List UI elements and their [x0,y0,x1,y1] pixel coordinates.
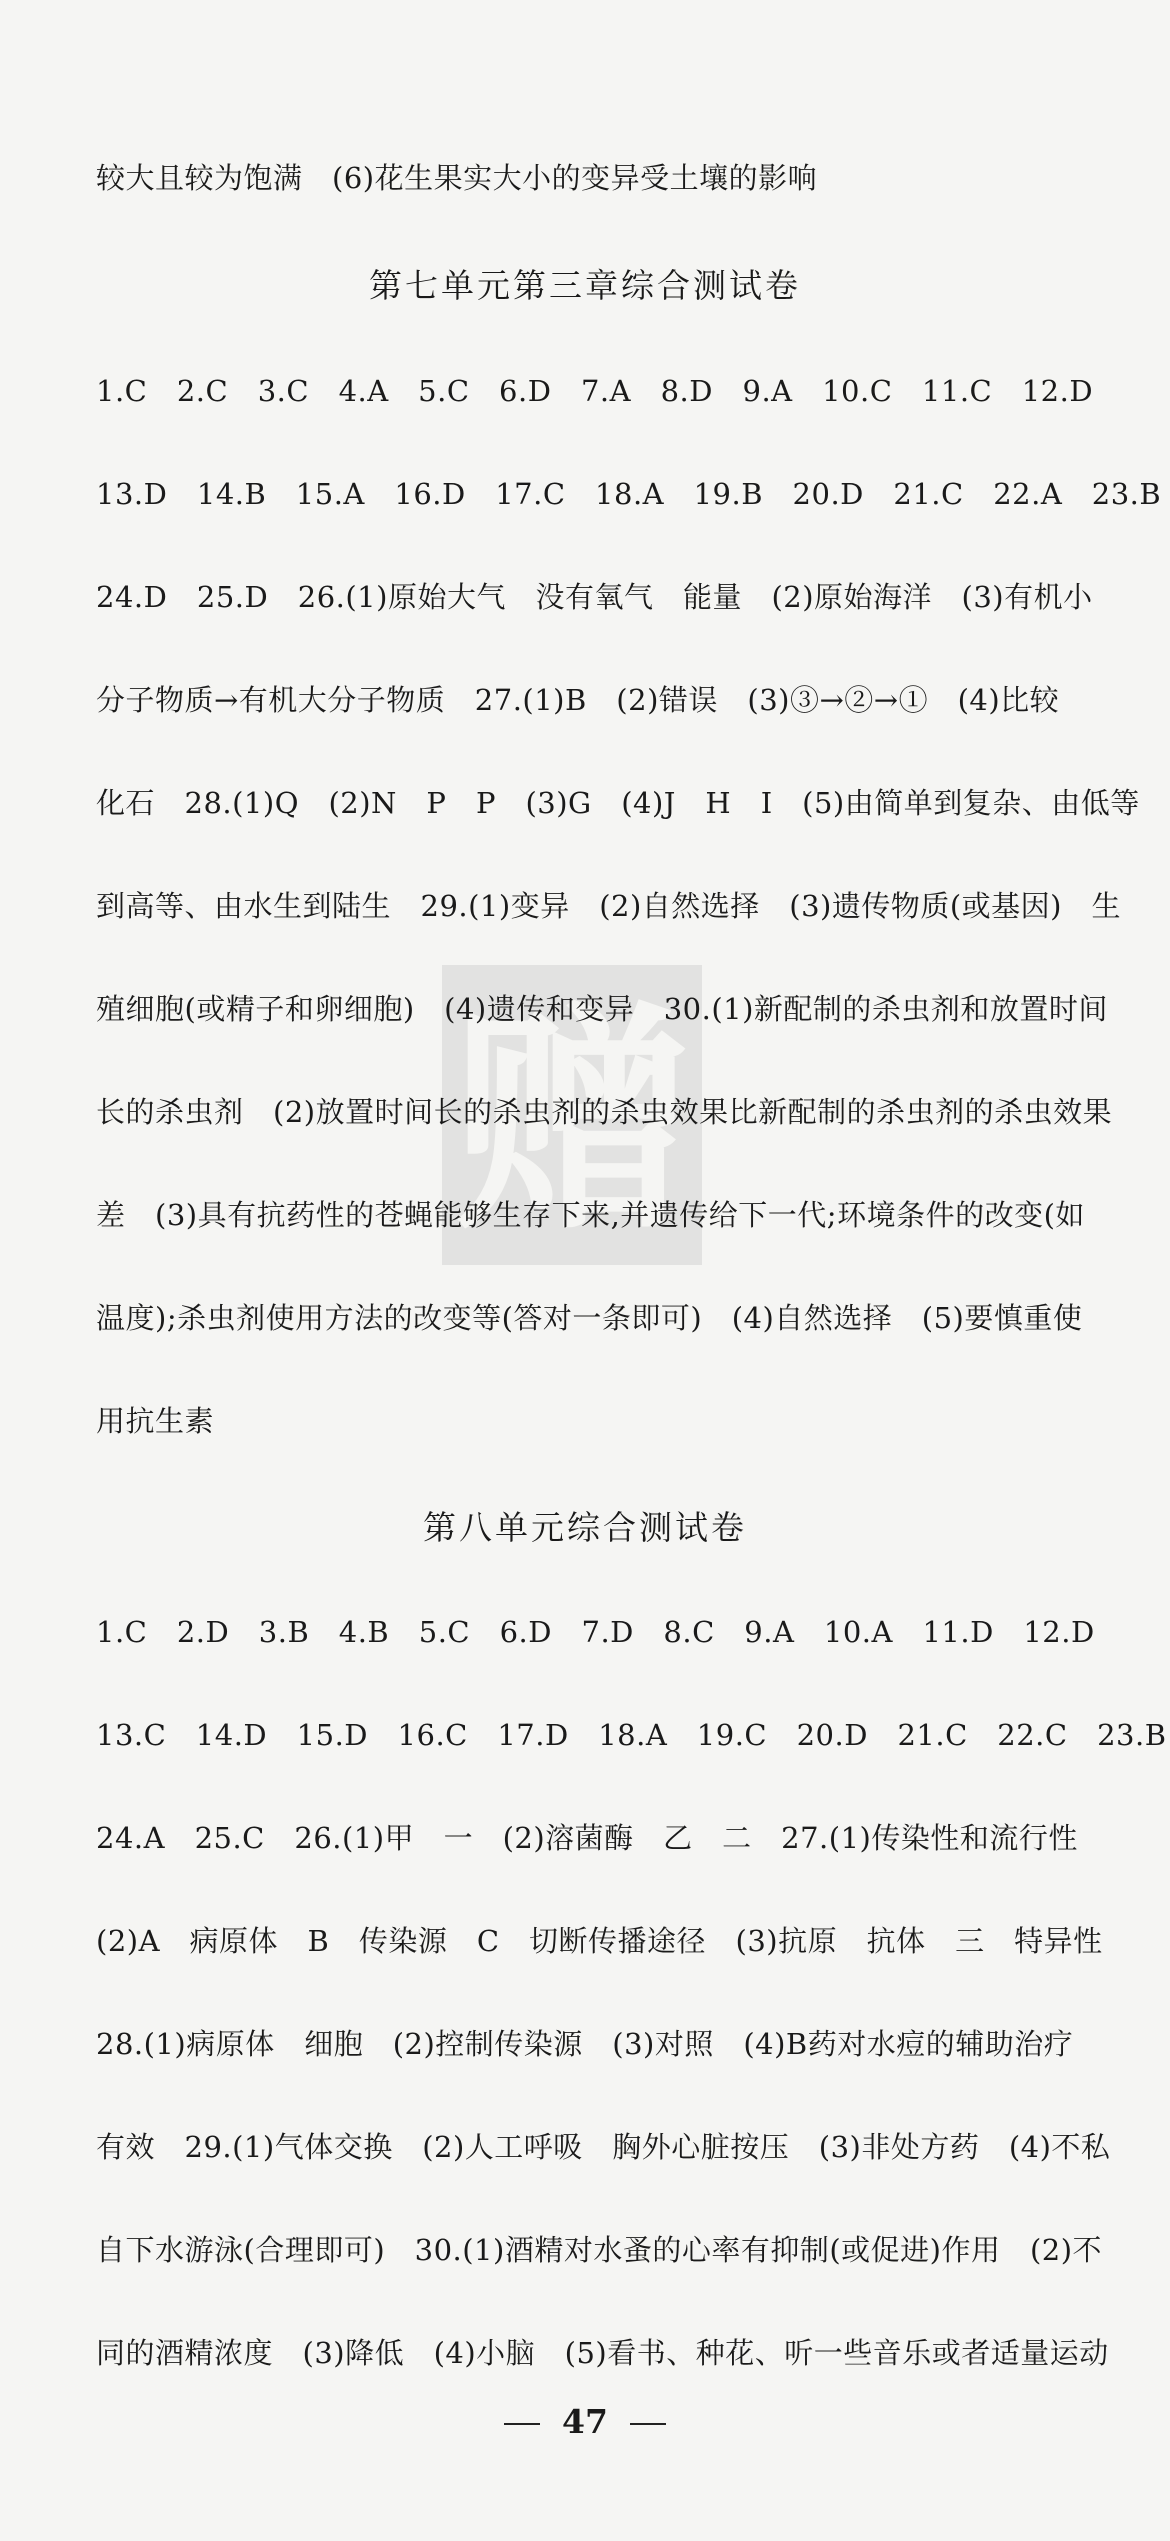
section-title-unit8: 第八单元综合测试卷 [423,1508,747,1547]
answer-line: 1.C 2.D 3.B 4.B 5.C 6.D 7.D 8.C 9.A 10.A 11.D 12.D [96,1615,1095,1649]
answer-line: 13.D 14.B 15.A 16.D 17.C 18.A 19.B 20.D 21.C 22.A 23.B [96,477,1162,511]
answer-line: 24.D 25.D 26.(1)原始大气 没有氧气 能量 (2)原始海洋 (3)有机小 [96,580,1093,614]
answer-line: 1.C 2.C 3.C 4.A 5.C 6.D 7.A 8.D 9.A 10.C 11.C 12.D [96,374,1094,408]
answer-line: 同的酒精浓度 (3)降低 (4)小脑 (5)看书、种花、听一些音乐或者适量运动 [96,2336,1109,2370]
answer-line: 分子物质→有机大分子物质 27.(1)B (2)错误 (3)③→②→① (4)比较 [96,683,1060,717]
answer-line: 殖细胞(或精子和卵细胞) (4)遗传和变异 30.(1)新配制的杀虫剂和放置时间 [96,992,1108,1026]
intro-line: 较大且较为饱满 (6)花生果实大小的变异受土壤的影响 [96,161,818,195]
svg-text:赠: 赠 [451,982,693,1262]
answer-line: 化石 28.(1)Q (2)N P P (3)G (4)J H I (5)由简单到复杂、由低等 [96,786,1140,820]
answer-line: 到高等、由水生到陆生 29.(1)变异 (2)自然选择 (3)遗传物质(或基因) 生 [96,889,1121,923]
dash-left [504,2423,540,2425]
answer-line: 有效 29.(1)气体交换 (2)人工呼吸 胸外心脏按压 (3)非处方药 (4)不私 [96,2130,1111,2164]
answer-line: 13.C 14.D 15.D 16.C 17.D 18.A 19.C 20.D 21.C 22.C 23.B [96,1718,1167,1752]
answer-line: (2)A 病原体 B 传染源 C 切断传播途径 (3)抗原 抗体 三 特异性 [96,1924,1103,1958]
page-number [0,2400,1170,2444]
section-title-unit7-ch3: 第七单元第三章综合测试卷 [369,266,801,305]
answer-line: 温度);杀虫剂使用方法的改变等(答对一条即可) (4)自然选择 (5)要慎重使 [96,1301,1083,1335]
answer-line: 用抗生素 [96,1404,215,1438]
answer-line: 差 (3)具有抗药性的苍蝇能够生存下来,并遗传给下一代;环境条件的改变(如 [96,1198,1085,1232]
answer-line: 24.A 25.C 26.(1)甲 一 (2)溶菌酶 乙 二 27.(1)传染性和流行性 [96,1821,1078,1855]
dash-right [630,2423,666,2425]
answer-line: 自下水游泳(合理即可) 30.(1)酒精对水蚤的心率有抑制(或促进)作用 (2)不 [96,2233,1103,2267]
page-number-value: 47 [562,2402,608,2441]
answer-line: 28.(1)病原体 细胞 (2)控制传染源 (3)对照 (4)B药对水痘的辅助治疗 [96,2027,1074,2061]
answer-line: 长的杀虫剂 (2)放置时间长的杀虫剂的杀虫效果比新配制的杀虫剂的杀虫效果 [96,1095,1113,1129]
